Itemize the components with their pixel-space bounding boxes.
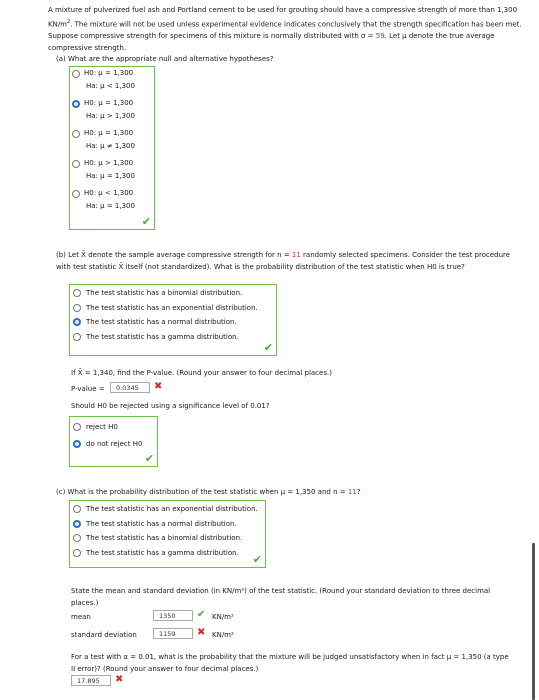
part-c-question: (c) What is the probability distribution of the test statistic when μ = 1,350 and n = 11?	[56, 488, 361, 496]
distribution-option-label: The test statistic has a normal distribution.	[86, 318, 237, 326]
distribution-radio[interactable]	[73, 333, 81, 341]
sd-input[interactable]: 1159	[153, 628, 193, 639]
alternative-hypothesis: Ha: μ > 1,300	[86, 112, 135, 120]
distribution-option-label: The test statistic has a binomial distribution.	[86, 534, 243, 542]
scrollbar[interactable]	[532, 543, 535, 700]
null-hypothesis: H0: μ = 1,300	[84, 99, 134, 107]
problem-statement: A mixture of pulverized fuel ash and Portland cement to be used for grouting should have a compressive strength of more than 1,300 $KN/m^2$. The mixture will not be used unless experimental evidence indicates conclusively that the strength specification has been met. Suppose compressive strength for specimens of this mixture is normally distributed with σ = 59. Let μ denote the true average compressive strength.	[48, 6, 522, 53]
reject-radio[interactable]	[73, 423, 81, 431]
incorrect-x-icon: ✖	[115, 674, 124, 685]
sigma-value: 59	[375, 32, 385, 41]
alternative-hypothesis: Ha: μ = 1,300	[86, 202, 135, 210]
sd-label: standard deviation	[71, 631, 137, 639]
distribution-option-label: The test statistic has a gamma distribution.	[86, 548, 239, 557]
hypothesis-radio[interactable]	[72, 130, 80, 138]
correct-check-icon: ✔	[197, 609, 206, 620]
distribution-option-label: The test statistic has a binomial distribution.	[86, 289, 243, 297]
alternative-hypothesis: Ha: μ ≠ 1,300	[86, 142, 135, 150]
beta-input[interactable]: 17.895	[71, 675, 111, 686]
sample-size-c: 11	[347, 488, 357, 496]
mean-input[interactable]: 1350	[153, 610, 193, 621]
distribution-radio[interactable]	[73, 520, 81, 528]
distribution-radio[interactable]	[73, 505, 81, 513]
distribution-radio[interactable]	[73, 534, 81, 542]
sd-unit: KN/m²	[212, 631, 234, 639]
reject-option-label: do not reject H0	[86, 440, 143, 448]
distribution-radio[interactable]	[73, 289, 81, 297]
distribution-option-label: The test statistic has a normal distribution.	[86, 519, 237, 528]
null-hypothesis: H0: μ < 1,300	[84, 189, 134, 197]
hypothesis-radio[interactable]	[72, 100, 80, 108]
null-hypothesis: H0: μ = 1,300	[84, 69, 134, 77]
distribution-option-label: The test statistic has an exponential distribution.	[86, 505, 258, 513]
mean-label: mean	[71, 613, 91, 621]
distribution-option-label: The test statistic has an exponential distribution.	[86, 303, 258, 312]
pvalue-label: P-value =	[71, 385, 105, 393]
null-hypothesis: H0: μ > 1,300	[84, 159, 134, 167]
part-a-question: (a) What are the appropriate null and alternative hypotheses?	[56, 55, 274, 63]
sample-size: 11	[291, 251, 301, 259]
pvalue-prompt: If X̄ = 1,340, find the P-value. (Round your answer to four decimal places.)	[71, 369, 332, 377]
alternative-hypothesis: Ha: μ < 1,300	[86, 82, 135, 90]
correct-check-icon: ✔	[141, 215, 151, 228]
part-b-question: (b) Let X̄ denote the sample average compressive strength for n = 11 randomly selected specimens. Consider the test procedure with test statistic X̄ itself (not standardized). What is the probability distribution of the test statistic when H0 is true?	[56, 251, 511, 271]
distribution-option-label: The test statistic has a gamma distribution.	[86, 332, 239, 341]
reject-prompt: Should H0 be rejected using a significance level of 0.01?	[71, 402, 270, 410]
state-prompt: State the mean and standard deviation (in KN/m²) of the test statistic. (Round your standard deviation to three decimal places.)	[71, 587, 491, 607]
pvalue-input[interactable]: 0.0345	[110, 382, 150, 393]
reject-radio[interactable]	[73, 440, 81, 448]
incorrect-x-icon: ✖	[197, 627, 206, 638]
null-hypothesis: H0: μ = 1,300	[84, 129, 134, 137]
mean-unit: KN/m²	[212, 613, 234, 621]
hypothesis-radio[interactable]	[72, 70, 80, 78]
correct-check-icon: ✔	[263, 341, 273, 354]
beta-prompt: For a test with α = 0.01, what is the probability that the mixture will be judged unsatisfactory when in fact μ = 1,350 (a type II error)? (Round your answer to four decimal places.)	[71, 653, 509, 673]
hypothesis-radio[interactable]	[72, 190, 80, 198]
distribution-radio[interactable]	[73, 549, 81, 557]
incorrect-x-icon: ✖	[154, 381, 163, 392]
correct-check-icon: ✔	[252, 553, 262, 566]
distribution-radio[interactable]	[73, 318, 81, 326]
hypothesis-radio[interactable]	[72, 160, 80, 168]
reject-option-label: reject H0	[86, 423, 118, 431]
correct-check-icon: ✔	[144, 452, 154, 465]
alternative-hypothesis: Ha: μ = 1,300	[86, 172, 135, 180]
distribution-radio[interactable]	[73, 304, 81, 312]
